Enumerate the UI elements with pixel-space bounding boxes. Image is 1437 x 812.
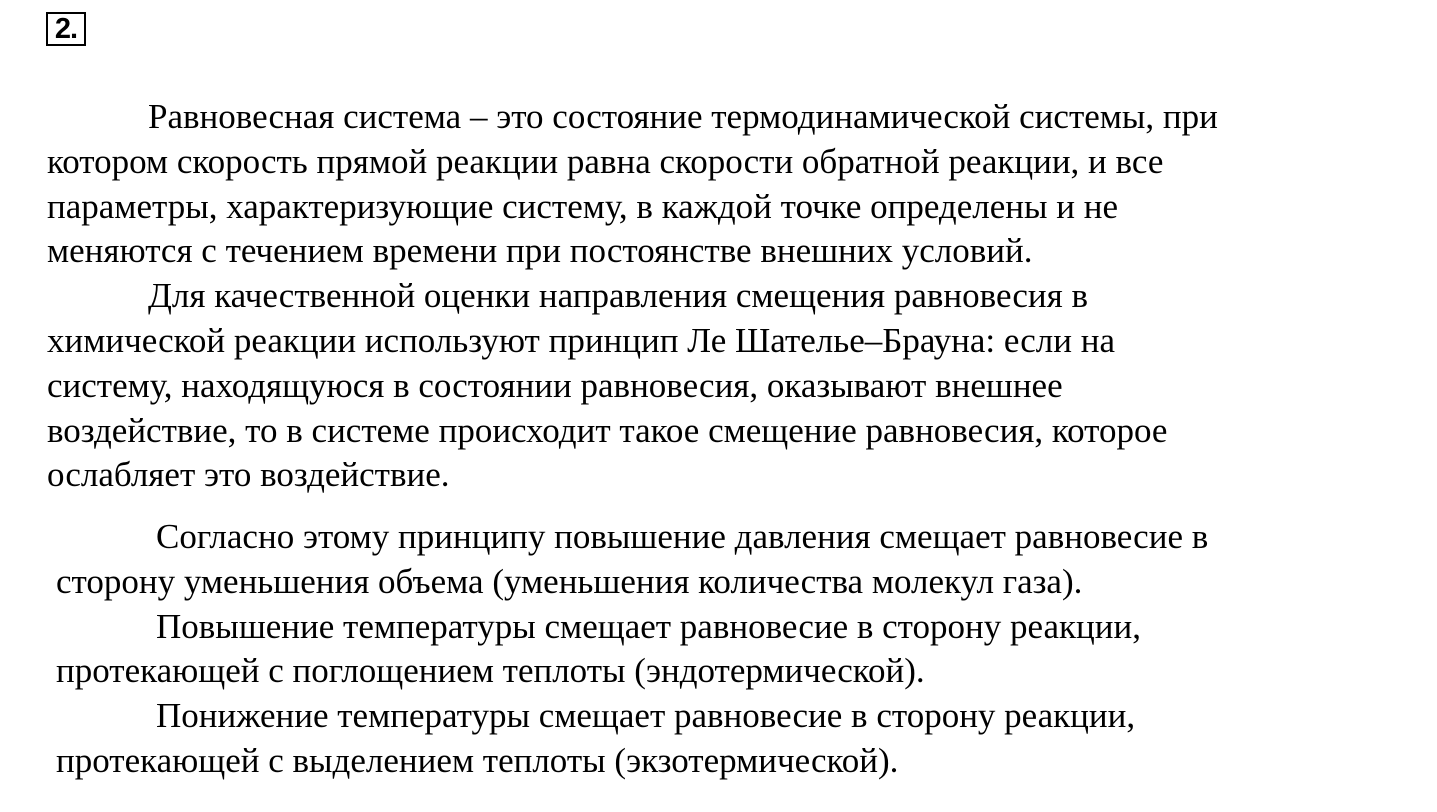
definition-text-block — [47, 95, 1218, 498]
text-line: Равновесная система – это состояние термодинамической системы, при — [148, 97, 1218, 136]
task-number-box: 2. — [46, 12, 86, 46]
text-line: Понижение температуры смещает равновесие в сторону реакции, — [156, 696, 1136, 736]
text-line: Для качественной оценки направления смещения равновесия в — [148, 276, 1089, 316]
text-line: воздействие, то в системе происходит такое смещение равновесия, которое — [47, 410, 1168, 450]
text-line: меняются с течением времени при постоянстве внешних условий. — [47, 231, 1033, 271]
text-line: параметры, характеризующие систему, в каждой точке определены и не — [47, 186, 1119, 226]
text-line: химической реакции используют принцип Ле Шателье–Брауна: если на — [47, 320, 1115, 360]
text-line: Согласно этому принципу повышение давления смещает равновесие в — [156, 517, 1209, 556]
text-line: Повышение температуры смещает равновесие в сторону реакции, — [156, 606, 1141, 646]
text-line: котором скорость прямой реакции равна скорости обратной реакции, и все — [47, 141, 1164, 181]
text-line: систему, находящуюся в состоянии равновесия, оказывают внешнее — [47, 365, 1063, 405]
text-line: ослабляет это воздействие. — [47, 455, 450, 495]
text-line: протекающей с выделением теплоты (экзотермической). — [56, 740, 899, 780]
principle-text-block — [56, 515, 1208, 784]
text-line: протекающей с поглощением теплоты (эндотермической). — [56, 651, 925, 691]
text-line: сторону уменьшения объема (уменьшения количества молекул газа). — [56, 561, 1083, 601]
